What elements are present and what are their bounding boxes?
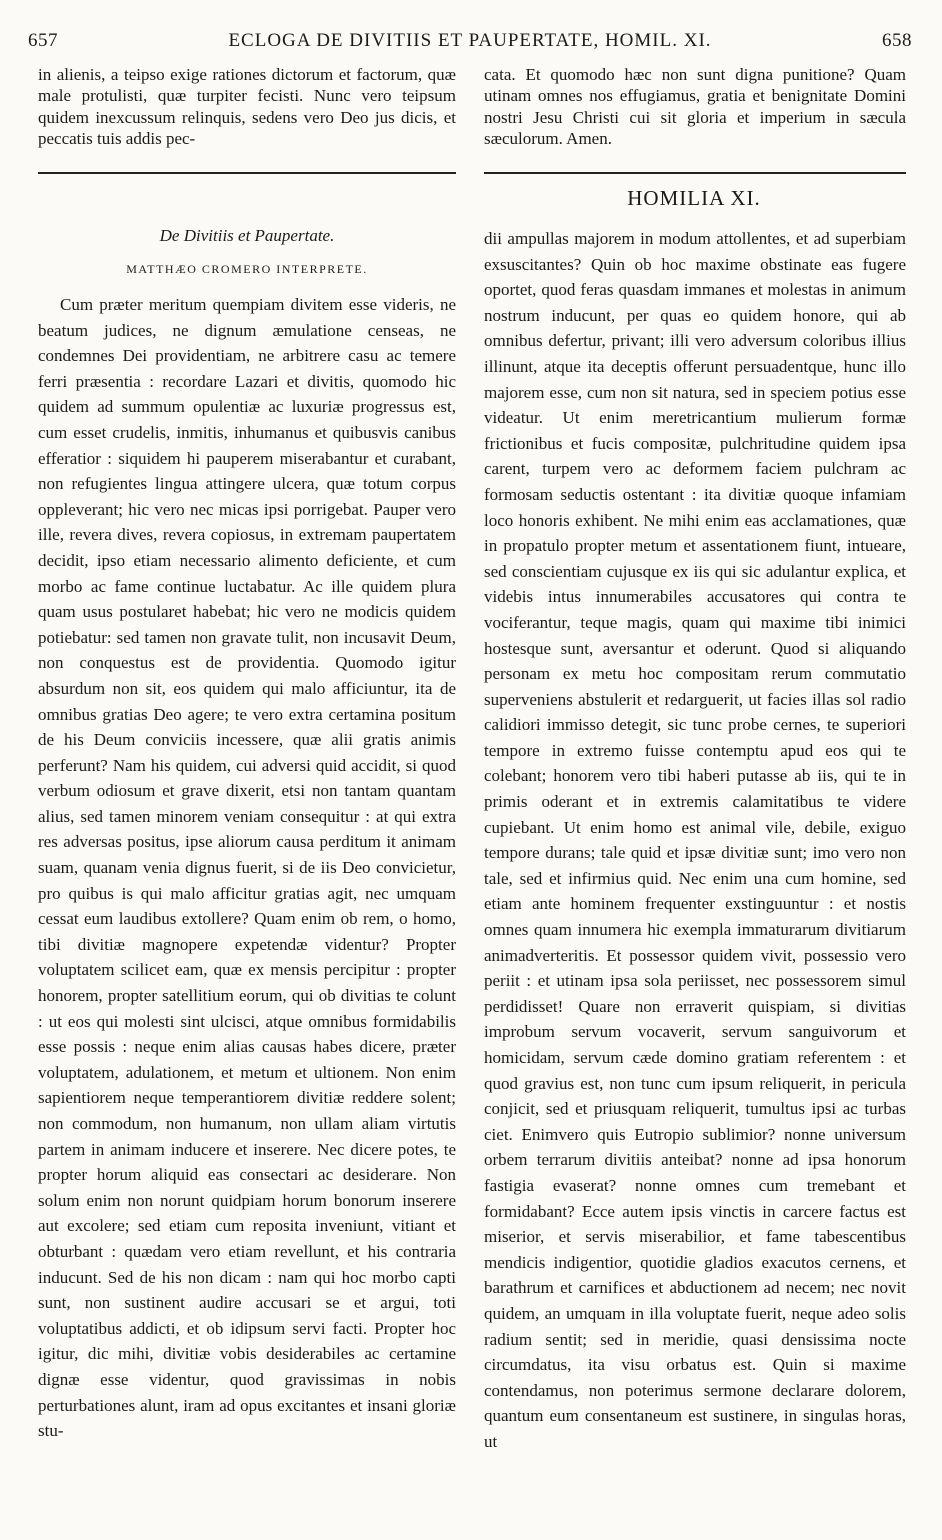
section-divider-right [484,172,906,174]
homily-title: HOMILIA XI. [627,186,761,210]
page-number-right: 658 [882,30,912,51]
body-column-left [38,292,456,1522]
section-divider-left [38,172,456,174]
body-column-right [484,226,906,1526]
interpreter-line: MATTHÆO CROMERO INTERPRETE. [126,262,368,276]
section-title: De Divitiis et Paupertate. [159,226,335,245]
previous-homily-ending-left [38,64,456,164]
running-head-title: ECLOGA DE DIVITIIS ET PAUPERTATE, HOMIL. XI. [228,30,712,51]
previous-homily-text-left: in alienis, a teipso exige rationes dictorum et factorum, quæ male protulisti, quæ turpiter fecisti. Nunc vero teipsum quidem inexcussum relinquis, sedens vero Deo jus dicis, et peccatis tuis addis pec- [38,65,456,148]
body-text-left: Cum præter meritum quempiam divitem esse videris, ne beatum judices, ne dignum æmulatione censeas, ne condemnes Dei providentiam, ne arbitrere casu ac temere ferri præsentia : recordare Lazari et divitis, quomodo hic quidem ad summum opulentiæ ac luxuriæ progressus est, cum esset crudelis, inmitis, inhumanus et quibusvis canibus efferatior : siquidem hi pauperem miserabantur et curabant, non refugientes lingua attingere ulcera, quæ totum corpus oppleverant; hic vero nec micas ipsi porrigebat. Pauper vero ille, revera dives, revera copiosus, in extremam paupertatem decidit, ipso etiam necessario alimento deficiente, et cum morbo ac fame continue luctabatur. Ac ille quidem plura quam usus postularet habebat; hic vero ne modicis quidem potiebatur: sed tamen non gravate tulit, non incusavit Deum, non conquestus est de providentia. Quomodo igitur absurdum non sit, eos quidem qui malo afficiuntur, ita de omnibus gratias Deo agere; te vero extra certamina positum de his Deum conviciis incessere, quæ alii gratis animis perferunt? Nam his quidem, cui adversi quid accidit, si quod verbum odiosum et grave dixerit, etsi non tantam quantam alius, sed tamen minorem veniam consequitur : at qui extra res adversas positus, ipse aliorum causa perditum it animam suam, quanam venia dignus fuerit, si de iis Deo convicietur, pro quibus is qui malo afficitur gratias agit, nec umquam cessat eum laudibus extollere? Quam enim ob rem, o homo, tibi divitiæ magnopere expetendæ videntur? Propter voluptatem scilicet eam, quæ ex mensis percipitur : propter honorem, propter satellitium eorum, qui ob divitias te colunt : ut eos qui molesti sint ulcisci, atque omnibus formidabilis esse possis : neque enim alias causas habes dicere, præter voluptatem, adulationem, et metum et ultionem. Non enim sapientiorem neque temperantiorem divitiæ reddere solent; non commodum, non humanum, non ullam aliam virtutis partem in animam inducere et inserere. Nec dicere potes, te propter horum aliquid eas consectari ac desiderare. Non solum enim non norunt quidpiam horum bonorum inserere aut excolere; sed etiam cum reposita inveniunt, vitiant et obturbant : quædam vero etiam revellunt, et his contraria inducunt. Sed de his non dicam : nam qui hoc morbo capti sunt, non sustinent audire accusari se et argui, toti voluptatibus addicti, et ob idipsum servi facti. Propter hoc igitur, dic mihi, divitiæ vobis desiderabiles ac certamine dignæ esse videntur, quod gravissimas in nobis perturbationes alunt, iram ad opus excitantes et insani gloriæ stu- [38,295,456,1441]
page-number-left: 657 [28,30,58,51]
running-head [28,30,912,60]
previous-homily-text-right: cata. Et quomodo hæc non sunt digna punitione? Quam utinam omnes nos effugiamus, gratia et benignitate Domini nostri Jesu Christi cui sit gloria et imperium in sæcula sæculorum. Amen. [484,65,906,148]
body-text-right: dii ampullas majorem in modum attollentes, et ad superbiam exsuscitantes? Quin ob hoc maxime obstinate eas fugere oportet, quod feras quasdam immanes et molestas in animum nostrum inducunt, per quas eo quidem honore, qui ab omnibus defertur, privant; illi vero adversum coloribus illius illinunt, atque ita deceptis offerunt persuadentque, hunc illo majorem esse, cum non sit natura, sed in speciem potius esse videatur. Ut enim meretricantium mulierum formæ frictionibus et fucis compositæ, pulchritudine quidem ipsa carent, turpem vero ac deformem faciem pulchram ac formosam seductis ostentant : ita divitiæ quoque infamiam loco honoris exhibent. Ne mihi enim eas acclamationes, quæ in propatulo propter metum et assentationem fiunt, intueare, sed conscientiam cujusque ex iis qui sic adulantur explica, et videbis intus innumerabiles accusatores qui contra te vociferantur, teque magis, quam qui maxime tibi inimici hostesque sunt, aversantur et oderunt. Quod si aliquando personam ex metu hoc compositam rerum commutatio superveniens abstulerit et redarguerit, ut facies illas sol radio calidiori immisso detegit, sic tunc probe cernes, te superiori tempore in extremo fuisse contemptu apud eos qui te colebant; honorem vero tibi haberi putasse ab iis, qui te in primis oderant et in extremis calamitatibus te videre cupiebant. Ut enim homo est animal vile, debile, exiguo tempore durans; tale quid et ipsæ divitiæ sunt; imo vero non tale, sed et infirmius quid. Nec enim una cum homine, sed etiam ante hominem frequenter exstinguuntur : et nostis omnes quam innumera hic exempla immaturarum divitiarum animadverteritis. Et possessor quidem vivit, possessio vero periit : et utinam ipsa sola periisset, nec possessorem simul perdidisset! Quare non erraverit quispiam, si divitias improbum servum vocaverit, servum sanguivorum et homicidam, servum cæde domino gratiam referentem : et quod gravius est, non tunc cum ipsum reliquerit, in pericula conjicit, sed et priusquam reliquerit, tumultus ipsi ac turbas ciet. Enimvero quis Eutropio sublimior? nonne universum orbem terrarum divitiis anteibat? nonne ad ipsa honorum fastigia evaserat? nonne omnes cum tremebant et formidabant? Ecce autem ipsis vinctis in carcere factus est miserior, et servis miserabilior, et fame tabescentibus mendicis indigentior, quotidie gladios exacutos cernens, et barathrum et carnifices et abductionem ad necem; nec novit quidem, an umquam in illa voluptate fuerit, neque adeo solis radium sentit; sed in meridie, quasi densissima nocte circumdatus, ita visu orbatus est. Quin si maxime contendamus, non poterimus sermone declarare dolorem, quantum eum consentaneum est sustinere, in singulas horas, ut [484,229,906,1451]
previous-homily-ending-right [484,64,906,164]
